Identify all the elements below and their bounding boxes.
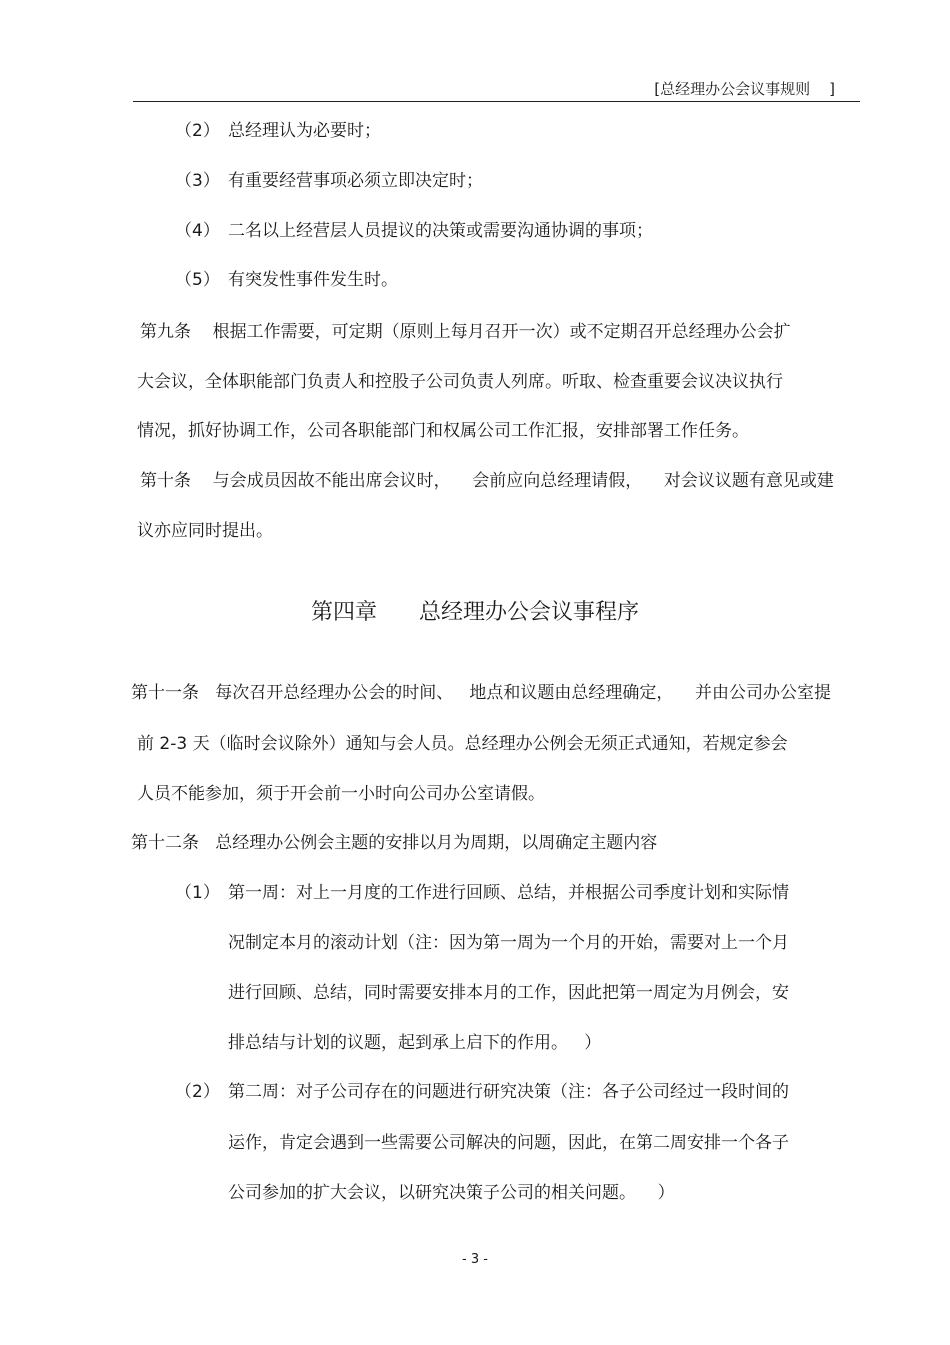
sub-item-1-line: 排总结与计划的议题，起到承上启下的作用。 ） [228, 1033, 602, 1053]
item-text: 有重要经营事项必须立即决定时； [228, 171, 483, 191]
sub-item-1-line: 进行回顾、总结，同时需要安排本月的工作，因此把第一周定为月例会，安 [228, 983, 789, 1003]
article-9-line: 大会议，全体职能部门负责人和控股子公司负责人列席。听取、检查重要会议决议执行 [137, 372, 783, 392]
item-number: （4） [175, 221, 220, 241]
article-10-line: 第十条 与会成员因故不能出席会议时， 会前应向总经理请假， 对会议议题有意见或建 [140, 471, 834, 491]
sub-item-1-line: 第一周：对上一月度的工作进行回顾、总结，并根据公司季度计划和实际情 [228, 883, 789, 903]
article-12-title: 第十二条 总经理办公例会主题的安排以月为周期，以周确定主题内容 [131, 833, 658, 853]
chapter-title: 第四章 总经理办公会议事程序 [311, 600, 639, 625]
article-11-line: 前 2-3 天（临时会议除外）通知与会人员。总经理办公例会无须正式通知，若规定参会 [137, 734, 788, 754]
sub-item-2-line: 公司参加的扩大会议，以研究决策子公司的相关问题。 ） [228, 1183, 675, 1203]
article-11-line: 人员不能参加，须于开会前一小时向公司办公室请假。 [137, 784, 545, 804]
sub-item-2-line: 第二周：对子公司存在的问题进行研究决策（注：各子公司经过一段时间的 [228, 1082, 789, 1102]
article-9-line: 情况，抓好协调工作，公司各职能部门和权属公司工作汇报，安排部署工作任务。 [137, 421, 749, 441]
article-11-line: 第十一条 每次召开总经理办公会的时间、 地点和议题由总经理确定， 并由公司办公室提 [131, 683, 832, 703]
article-10-line: 议亦应同时提出。 [137, 521, 273, 541]
sub-item-number: （1） [175, 883, 220, 903]
running-header: [总经理办公会议事规则 ] [654, 80, 835, 98]
sub-item-2-line: 运作，肯定会遇到一些需要公司解决的问题，因此，在第二周安排一个各子 [228, 1133, 789, 1153]
item-number: （5） [175, 270, 220, 290]
item-text: 有突发性事件发生时。 [228, 270, 398, 290]
article-9-line: 第九条 根据工作需要，可定期（原则上每月召开一次）或不定期召开总经理办公会扩 [140, 322, 791, 342]
sub-item-1-line: 况制定本月的滚动计划（注：因为第一周为一个月的开始，需要对上一个月 [228, 933, 789, 953]
item-number: （2） [175, 121, 220, 141]
sub-item-number: （2） [175, 1082, 220, 1102]
header-rule [133, 101, 860, 102]
page-number: - 3 - [462, 1252, 488, 1267]
item-text: 二名以上经营层人员提议的决策或需要沟通协调的事项； [228, 221, 653, 241]
item-text: 总经理认为必要时； [228, 121, 381, 141]
item-number: （3） [175, 171, 220, 191]
